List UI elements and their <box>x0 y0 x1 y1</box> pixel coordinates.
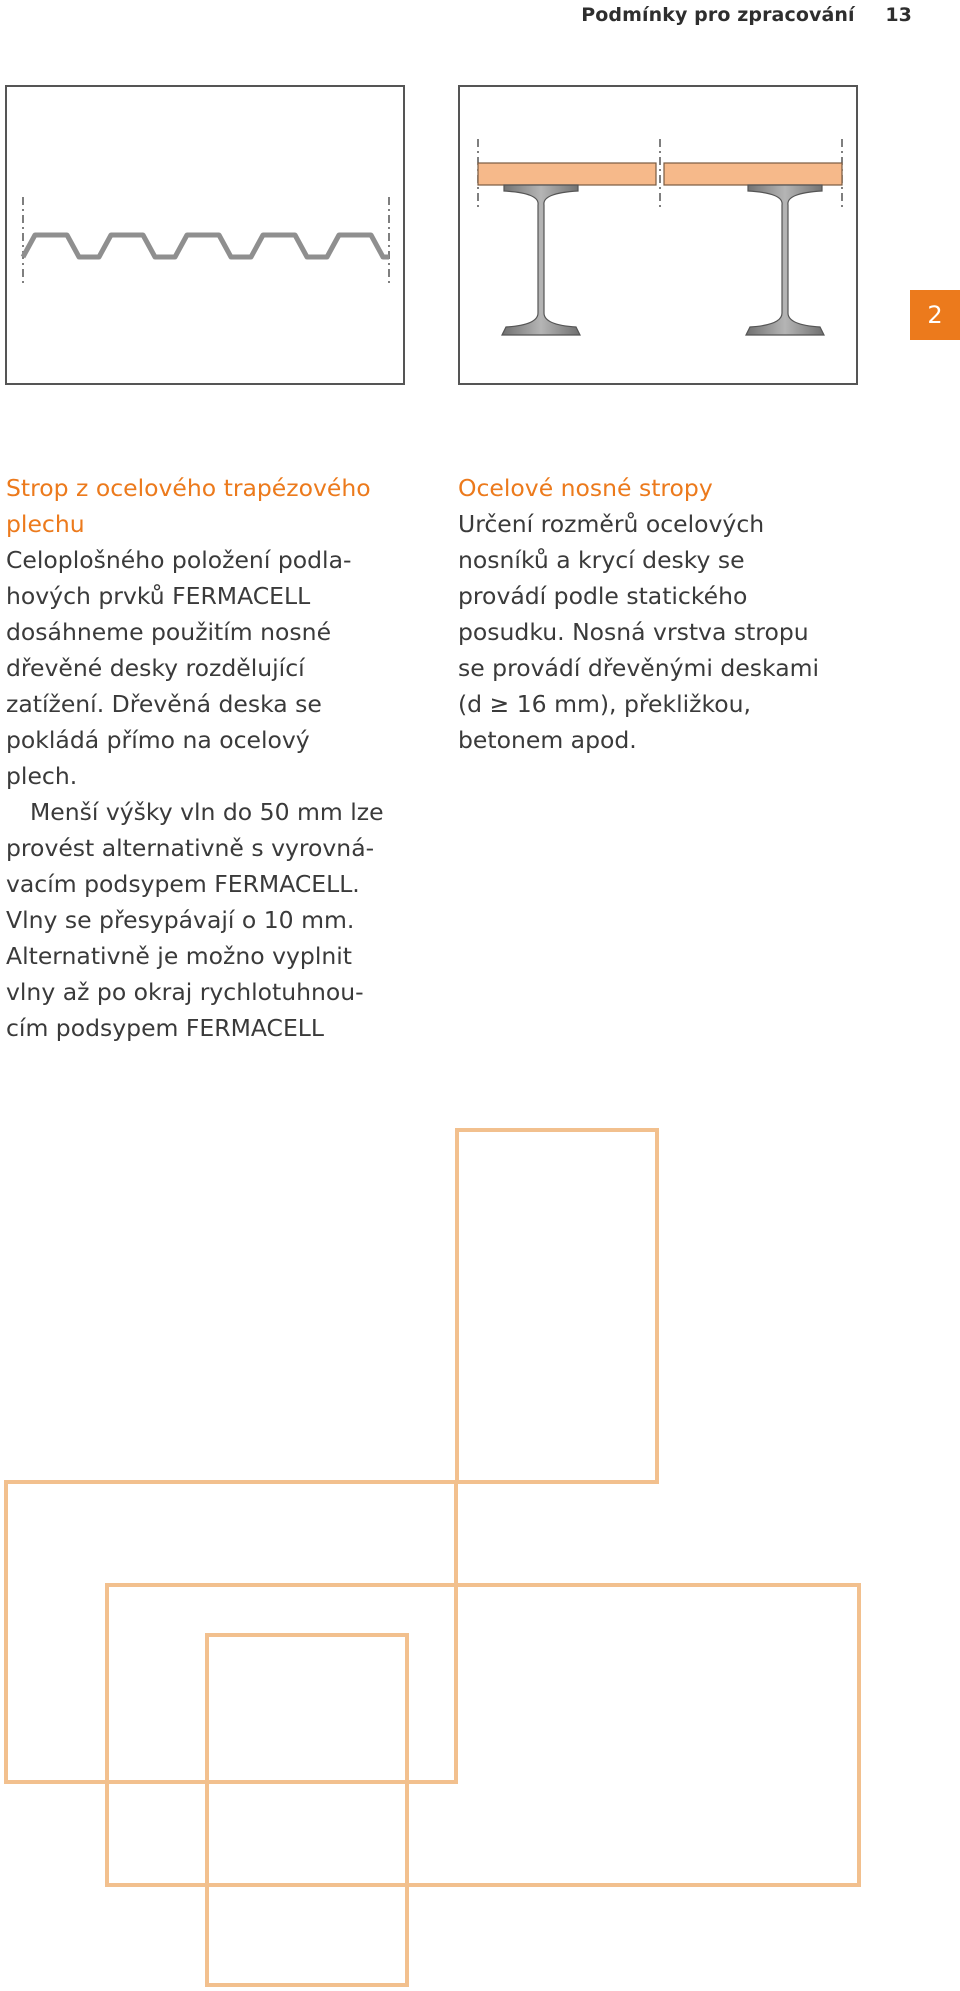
trapezoidal-profile <box>23 235 389 257</box>
trapezoidal-sheet-heading: Strop z ocelového trapézového plechu <box>6 474 371 538</box>
deco-rect-4 <box>207 1635 407 1985</box>
wooden-board-right <box>664 163 842 185</box>
wooden-board-left <box>478 163 656 185</box>
decorative-rectangles <box>0 1120 960 1991</box>
i-beam-left <box>502 185 580 335</box>
deco-rect-3 <box>107 1585 859 1885</box>
chapter-tab: 2 <box>910 290 960 340</box>
trapezoidal-sheet-figure <box>5 85 405 385</box>
i-beam-right <box>746 185 824 335</box>
deco-rect-1 <box>457 1130 657 1482</box>
deco-rect-2 <box>6 1482 456 1782</box>
left-text-column <box>6 470 426 1046</box>
trapezoidal-sheet-paragraph-1: Celoplošného položení podla- hových prvků FERMACELL dosáhneme použitím nosné dřevěné desky rozdělující zatížení. Dřevěná deska se pokládá přímo na ocelový plech. <box>6 546 352 790</box>
page-header <box>581 4 912 26</box>
trapezoidal-sheet-illustration <box>7 87 403 383</box>
steel-beam-paragraph-1: Určení rozměrů ocelových nosníků a krycí desky se provádí podle statického posudku. Nosná vrstva stropu se provádí dřevěnými deskami (d ≥ 16 mm), překližkou, betonem apod. <box>458 510 820 754</box>
section-title: Podmínky pro zpracování <box>581 4 855 26</box>
page-number: 13 <box>885 4 912 26</box>
steel-beam-heading: Ocelové nosné stropy <box>458 474 713 502</box>
steel-beam-illustration <box>460 87 856 383</box>
right-text-column <box>458 470 898 758</box>
trapezoidal-sheet-paragraph-2: Menší výšky vln do 50 mm lze provést alternativně s vyrovná- vacím podsypem FERMACELL. Vlny se přesypávají o 10 mm. Alternativně je možno vyplnit vlny až po okraj rychlotuhnou- cím podsypem FERMACELL <box>6 798 384 1042</box>
steel-beam-figure <box>458 85 858 385</box>
